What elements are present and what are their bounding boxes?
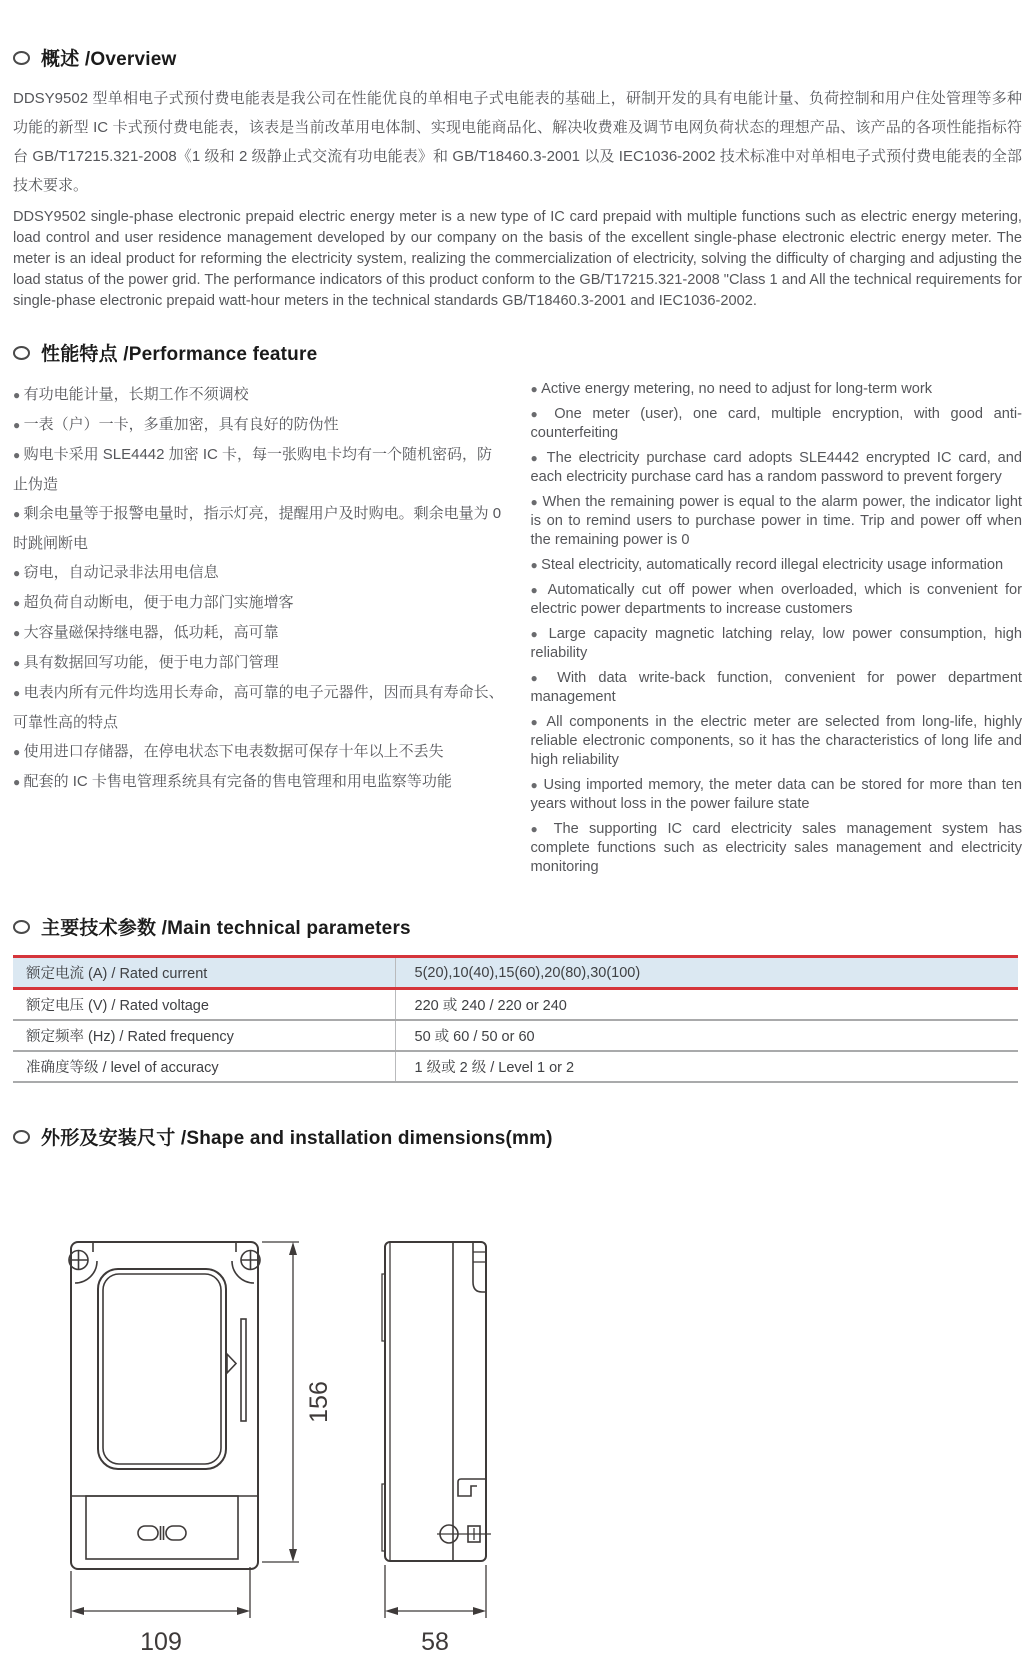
height-dimension: [262, 1242, 333, 1562]
parameter-row: [13, 989, 1018, 1021]
features-column-zh: [13, 380, 505, 883]
screw-icon: [69, 1251, 88, 1270]
parameter-value: 5(20),10(40),15(60),20(80),30(100): [395, 957, 1018, 989]
parameters-title: 主要技术参数 /Main technical parameters: [41, 918, 411, 939]
feature-item-zh: ● 有功电能计量，长期工作不须调校: [13, 380, 505, 410]
feature-item-zh: ● 电表内所有元件均选用长寿命，高可靠的电子元器件，因而具有寿命长、可靠性高的特点: [13, 678, 505, 737]
depth-dimension: [385, 1565, 486, 1656]
feature-item-zh: ● 一表（户）一卡，多重加密，具有良好的防伪性: [13, 410, 505, 440]
parameter-label: 准确度等级 / level of accuracy: [26, 1060, 219, 1076]
feature-item-zh: ● 具有数据回写功能，便于电力部门管理: [13, 648, 505, 678]
parameters-section: [13, 913, 1022, 1083]
features-column-en: [531, 380, 1023, 883]
feature-item-zh: ● 购电卡采用 SLE4442 加密 IC 卡，每一张购电卡均有一个随机密码，防止伪造: [13, 440, 505, 499]
overview-section-header: [13, 44, 1022, 71]
feature-item-zh: ● 配套的 IC 卡售电管理系统具有完备的售电管理和用电监察等功能: [13, 767, 505, 797]
rail-clip: [437, 1479, 491, 1543]
feature-item-en: ● Active energy metering, no need to adjust for long-term work: [531, 380, 1023, 399]
parameter-label: 额定频率 (Hz) / Rated frequency: [26, 1029, 234, 1045]
overview-paragraph-zh: DDSY9502 型单相电子式预付费电能表是我公司在性能优良的单相电子式电能表的基础上，研制开发的具有电能计量、负荷控制和用户住处管理等多种功能的新型 IC 卡式预付费电能表，该表是当前改革用电体制、实现电能商品化、解决收费难及调节电网负荷状态的理想产品、该产品的各项性能指标符台 GB/T17215.321-2008《1 级和 2 级静止式交流有功电能表》和 GB/T18460.3-2001 以及 IEC1036-2002 技术标准中对单相电子式预付费电能表的全部技术要求。: [13, 90, 1022, 194]
feature-item-en: ● Automatically cut off power when overloaded, which is convenient for electric power departments to increase customers: [531, 581, 1023, 619]
features-section-header: [13, 339, 1022, 366]
dimension-drawings: [13, 1238, 1022, 1678]
dimensions-title: 外形及安装尺寸 /Shape and installation dimensions(mm): [41, 1128, 553, 1149]
parameter-value: 220 或 240 / 220 or 240: [395, 989, 1018, 1021]
dimensions-section: [13, 1123, 1022, 1678]
feature-item-zh: ● 窃电，自动记录非法用电信息: [13, 558, 505, 588]
parameter-row: [13, 1020, 1018, 1051]
feature-list-en: [531, 380, 1023, 877]
feature-item-en: ● Steal electricity, automatically record illegal electricity usage information: [531, 556, 1023, 575]
feature-list-zh: [13, 380, 505, 797]
parameter-value: 50 或 60 / 50 or 60: [395, 1020, 1018, 1051]
section-ring-icon: [13, 346, 30, 360]
parameters-table: [13, 955, 1018, 1083]
feature-item-zh: ● 剩余电量等于报警电量时，指示灯亮，提醒用户及时购电。剩余电量为 0 时跳闸断电: [13, 499, 505, 558]
parameter-label: 额定电流 (A) / Rated current: [26, 966, 208, 982]
feature-item-en: ● When the remaining power is equal to the alarm power, the indicator light is on to remind users to purchase power in time. Trip and power off when the remaining power is 0: [531, 493, 1023, 550]
feature-item-en: ● The supporting IC card electricity sales management system has complete functions such as electricity sales management and electricity monitoring: [531, 820, 1023, 877]
overview-paragraph-en: DDSY9502 single-phase electronic prepaid electric energy meter is a new type of IC card prepaid with multiple functions such as electric energy metering, load control and user residence management developed by our company on the basis of the excellent single-phase electronic electric energy meter. The meter is an ideal product for reforming the electricity system, realizing the commercialization of electricity, solving the difficulty of charging and adjusting the load status of the power grid. The performance indicators of this product conform to the GB/T17215.321-2008 "Class 1 and All the technical requirements for single-phase electronic prepaid watt-hour meters in the technical standards GB/T18460.3-2001 and IEC1036-2002.: [13, 209, 1022, 309]
parameters-section-header: [13, 913, 1022, 940]
parameter-value: 1 级或 2 级 / Level 1 or 2: [395, 1051, 1018, 1082]
card-arrow-icon: [227, 1354, 236, 1373]
side-width-label: 58: [421, 1628, 449, 1656]
front-height-label: 156: [305, 1381, 333, 1423]
parameter-row: [13, 957, 1018, 989]
feature-item-zh: ● 超负荷自动断电，便于电力部门实施增客: [13, 588, 505, 618]
width-dimension: [71, 1567, 250, 1656]
screw-icon: [241, 1251, 260, 1270]
feature-item-en: ● Large capacity magnetic latching relay, low power consumption, high reliability: [531, 625, 1023, 663]
feature-item-en: ● With data write-back function, convenient for power department management: [531, 669, 1023, 707]
overview-title: 概述 /Overview: [41, 49, 177, 70]
features-section: [13, 339, 1022, 883]
dimensions-section-header: [13, 1123, 1022, 1150]
front-width-label: 109: [140, 1628, 182, 1656]
feature-item-en: ● All components in the electric meter are selected from long-life, highly reliable electronic components, so it has the characteristics of long life and high reliability: [531, 713, 1023, 770]
meter-side-view-drawing: [369, 1238, 509, 1668]
section-ring-icon: [13, 51, 30, 65]
section-ring-icon: [13, 920, 30, 934]
feature-item-en: ● One meter (user), one card, multiple encryption, with good anti-counterfeiting: [531, 405, 1023, 443]
feature-item-zh: ● 使用进口存储器，在停电状态下电表数据可保存十年以上不丢失: [13, 737, 505, 767]
card-slot: [241, 1319, 246, 1421]
seal-symbol: [138, 1526, 186, 1540]
section-ring-icon: [13, 1130, 30, 1144]
parameter-row: [13, 1051, 1018, 1082]
features-title: 性能特点 /Performance feature: [41, 344, 318, 365]
feature-item-en: ● Using imported memory, the meter data can be stored for more than ten years without loss in the power failure state: [531, 776, 1023, 814]
features-columns: [13, 380, 1022, 883]
meter-front-view-drawing: [57, 1238, 347, 1668]
feature-item-en: ● The electricity purchase card adopts SLE4442 encrypted IC card, and each electricity purchase card has a random password to prevent forgery: [531, 449, 1023, 487]
parameter-label: 额定电压 (V) / Rated voltage: [26, 998, 209, 1014]
feature-item-zh: ● 大容量磁保持继电器，低功耗，高可靠: [13, 618, 505, 648]
